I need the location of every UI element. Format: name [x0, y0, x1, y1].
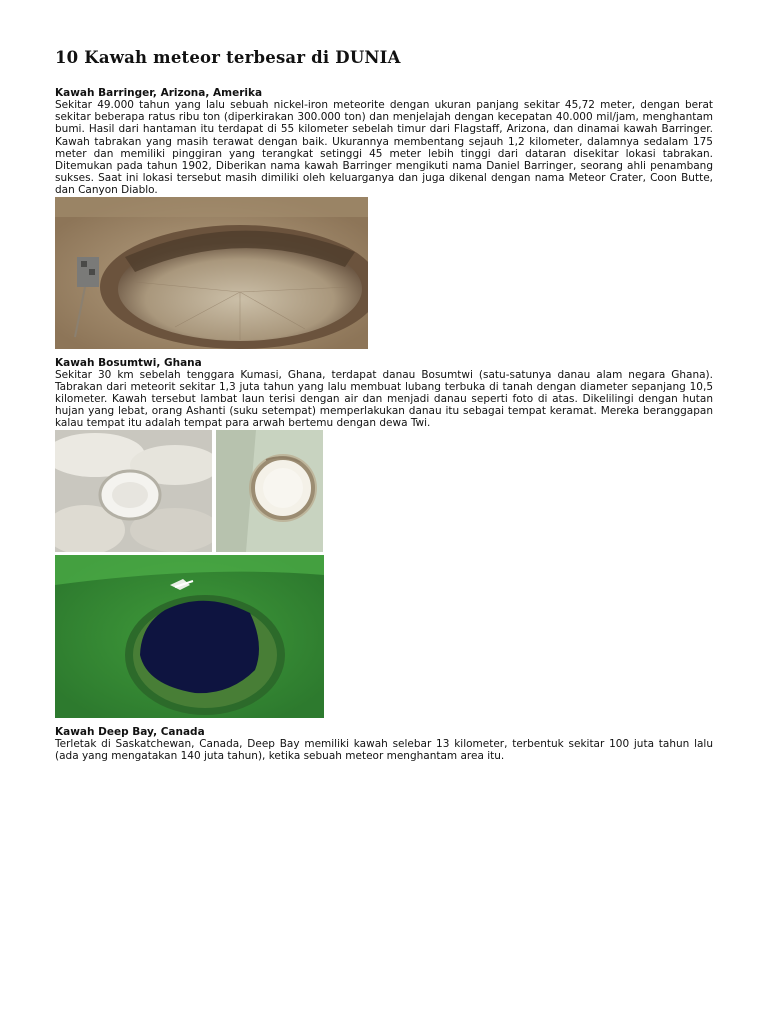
section-bosumtwi — [55, 357, 713, 718]
section-heading: Kawah Bosumtwi, Ghana — [55, 356, 202, 369]
section-heading: Kawah Barringer, Arizona, Amerika — [55, 87, 263, 99]
document-page — [55, 48, 713, 762]
bosumtwi-photo-row — [55, 430, 713, 552]
bosumtwi-map-photo — [216, 430, 323, 552]
bosumtwi-cloud-photo — [55, 430, 212, 552]
document-title: 10 Kawah meteor terbesar di DUNIA — [55, 48, 401, 67]
section-deep-bay — [55, 726, 713, 762]
barringer-crater-photo — [55, 197, 368, 349]
section-body: Sekitar 30 km sebelah tenggara Kumasi, Ghana, terdapat danau Bosumtwi (satu-satunya danau alam negara Ghana). Tabrakan dari meteorit sekitar 1,3 juta tahun yang lalu membuat lubang terbuka di tanah dengan diameter sepanjang 10,5 kilometer. Kawah tersebut lambat laun terisi dengan air dan menjadi danau seperti foto di atas. Dikelilingi dengan hutan hujan yang lebat, orang Ashanti (suku setempat) memperlakukan danau itu sebagai tempat keramat. Mereka beranggapan kalau tempat itu adalah tempat para arwah bertemu dengan dewa Twi. — [55, 368, 713, 430]
bosumtwi-lake-photo — [55, 555, 324, 718]
section-barringer — [55, 87, 713, 349]
section-heading: Kawah Deep Bay, Canada — [55, 725, 205, 738]
section-body: Terletak di Saskatchewan, Canada, Deep Bay memiliki kawah selebar 13 kilometer, terbentuk sekitar 100 juta tahun lalu (ada yang mengatakan 140 juta tahun), ketika sebuah meteor menghantam area itu. — [55, 737, 713, 762]
section-body: Sekitar 49.000 tahun yang lalu sebuah nickel-iron meteorite dengan ukuran panjang sekitar 45,72 meter, dengan berat sekitar beberapa ratus ribu ton (diperkirakan 300.000 ton) dan menjelajah dengan kecepatan 40.000 mil/jam, menghantam bumi. Hasil dari hantaman itu terdapat di 55 kilometer sebelah timur dari Flagstaff, Arizona, dan dinamai kawah Barringer. Kawah tabrakan yang masih terawat dengan baik. Ukurannya membentang sejauh 1,2 kilometer, dalamnya sedalam 175 meter dan memiliki pinggiran yang terangkat setinggi 45 meter lebih tinggi dari dataran disekitar lokasi tabrakan. Ditemukan pada tahun 1902, Diberikan nama kawah Barringer mengikuti nama Daniel Barringer, seorang ahli penambang sukses. Saat ini lokasi tersebut masih dimiliki oleh keluarganya dan juga dikenal dengan nama Meteor Crater, Coon Butte, dan Canyon Diablo. — [55, 99, 713, 197]
